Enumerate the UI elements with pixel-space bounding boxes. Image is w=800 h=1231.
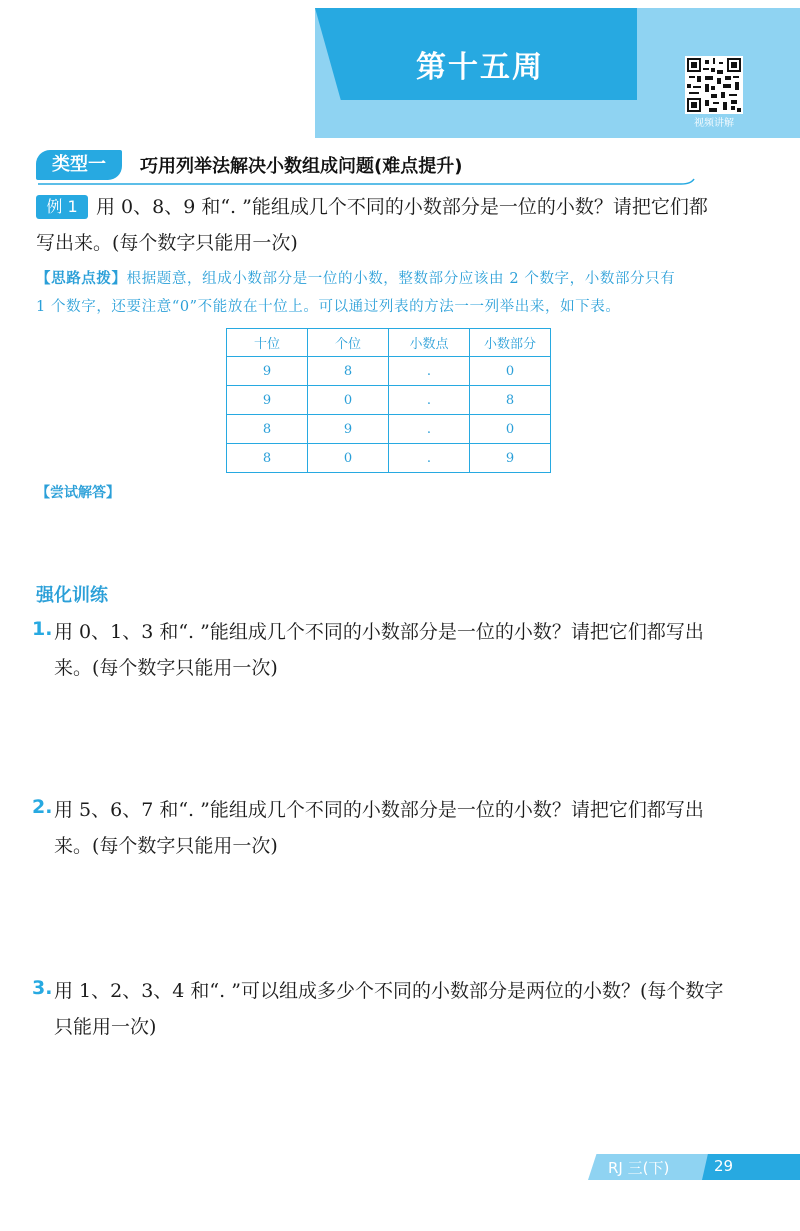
hint-label: 【思路点拨】	[36, 271, 127, 287]
type-badge: 类型一	[36, 150, 122, 180]
hint-line1	[36, 266, 675, 292]
qr-label: 视频讲解	[694, 118, 734, 129]
table-cell: 8	[308, 357, 389, 386]
table-cell: .	[389, 444, 470, 473]
table-row	[227, 357, 551, 386]
practice-title: 强化训练	[36, 585, 108, 606]
question-number: 1.	[32, 618, 53, 640]
table-cell: 9	[227, 357, 308, 386]
place-value-table	[226, 328, 551, 473]
question-text-line2: 来。(每个数字只能用一次)	[54, 657, 278, 679]
table-row	[227, 415, 551, 444]
table-header-cell: 小数点	[389, 329, 470, 357]
question-text-line2: 只能用一次)	[54, 1016, 157, 1038]
table-row	[227, 386, 551, 415]
section-underline	[36, 178, 696, 188]
question-number: 3.	[32, 977, 53, 999]
footer-edition: RJ 三(下)	[608, 1159, 670, 1177]
table-header-cell: 个位	[308, 329, 389, 357]
table-cell: 0	[308, 386, 389, 415]
table-cell: .	[389, 357, 470, 386]
section-title: 巧用列举法解决小数组成问题(难点提升)	[140, 156, 463, 177]
question-text-line1: 用 1、2、3、4 和“. ”可以组成多少个不同的小数部分是两位的小数？(每个数字	[54, 980, 724, 1002]
table-cell: .	[389, 415, 470, 444]
question-text-line1: 用 5、6、7 和“. ”能组成几个不同的小数部分是一位的小数？请把它们都写出	[54, 799, 704, 821]
hint-text-line1: 根据题意，组成小数部分是一位的小数，整数部分应该由 2 个数字，小数部分只有	[126, 271, 676, 287]
page-number: 29	[714, 1157, 734, 1175]
question-number: 2.	[32, 796, 53, 818]
table-cell: .	[389, 386, 470, 415]
example-text-line2: 写出来。(每个数字只能用一次)	[36, 232, 298, 254]
table-header-cell: 小数部分	[470, 329, 551, 357]
try-answer-label: 【尝试解答】	[36, 485, 120, 501]
table-cell: 8	[227, 444, 308, 473]
table-cell: 8	[227, 415, 308, 444]
table-cell: 0	[470, 415, 551, 444]
week-title: 第十五周	[416, 50, 544, 85]
table-row	[227, 444, 551, 473]
hint-text-line2: 1 个数字，还要注意“0”不能放在十位上。可以通过列表的方法一一列举出来，如下表。	[36, 299, 621, 315]
question-text-line2: 来。(每个数字只能用一次)	[54, 835, 278, 857]
qr-code-icon[interactable]	[685, 56, 743, 114]
table-cell: 9	[470, 444, 551, 473]
question-text-line1: 用 0、1、3 和“. ”能组成几个不同的小数部分是一位的小数？请把它们都写出	[54, 621, 704, 643]
table-header-row	[227, 329, 551, 357]
table-cell: 9	[308, 415, 389, 444]
table-header-cell: 十位	[227, 329, 308, 357]
example-badge: 例 1	[36, 195, 88, 219]
table-cell: 8	[470, 386, 551, 415]
table-cell: 9	[227, 386, 308, 415]
table-cell: 0	[470, 357, 551, 386]
table-cell: 0	[308, 444, 389, 473]
example-text-line1: 用 0、8、9 和“. ”能组成几个不同的小数部分是一位的小数？请把它们都	[96, 196, 708, 218]
